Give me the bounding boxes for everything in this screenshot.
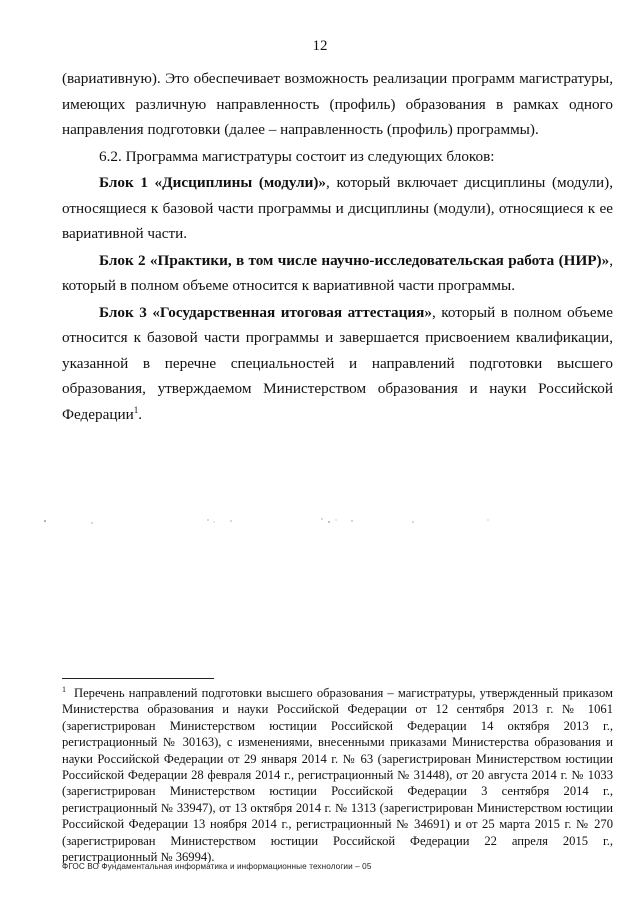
block-2-text: , который в полном объеме относится к вариативной части программы. (62, 251, 613, 294)
paragraph-profile-intro: (вариативную). Это обеспечивает возможность реализации программ магистратуры, имеющих различную направленность (профиль) образования в рамках одного направления подготовки (далее – направленность (профиль) программы). (62, 70, 613, 138)
block-1-text: , который включает дисциплины (модули), относящиеся к базовой части программы и дисциплины (модули), относящиеся к ее вариативной части. (62, 174, 613, 242)
footnote-reference: 1 (133, 404, 139, 415)
block-2-title: Блок 2 «Практики, в том числе научно-исследовательская работа (НИР)» (99, 251, 610, 269)
block-3-end: . (138, 405, 143, 423)
paragraph-block-1 (62, 170, 613, 247)
footnote-divider (62, 678, 214, 679)
page-number: 12 (312, 38, 328, 54)
block-3-title: Блок 3 «Государственная итоговая аттестация» (99, 303, 432, 321)
footnote-mark: 1 (62, 684, 66, 694)
paragraph-block-2 (62, 248, 613, 299)
paragraph-program-blocks: 6.2. Программа магистратуры состоит из следующих блоков: (99, 147, 495, 165)
footnote (62, 685, 613, 865)
block-3-text: , который в полном объеме относится к базовой части программы и завершается присвоением квалификации, указанной в перечне специальностей и направлений подготовки высшего образования, утверждаемом Министерством образования и науки Российской Федерации (62, 303, 613, 423)
footnote-text: Перечень направлений подготовки высшего образования – магистратуры, утвержденный приказом Министерства образования и науки Российской Федерации от 12 сентября 2013 г. № 1061 (зарегистрирован Министерством юстиции Российской Федерации 14 октября 2013 г., регистрационный № 30163), с изменениями, внесенными приказами Министерства образования и науки Российской Федерации от 29 января 2014 г. № 63 (зарегистрирован Министерством юстиции Российской Федерации 28 февраля 2014 г., регистрационный № 31448), от 20 августа 2014 г. № 1033 (зарегистрирован Министерством юстиции Российской Федерации 3 сентября 2014 г., регистрационный № 33947), от 13 октября 2014 г. № 1313 (зарегистрирован Министерством юстиции Российской Федерации 13 ноября 2014 г., регистрационный № 34691) и от 25 марта 2015 г. № 270 (зарегистрирован Министерством юстиции Российской Федерации 22 апреля 2015 г., регистрационный № 36994). (62, 686, 613, 865)
body-text (62, 66, 613, 427)
scan-noise (0, 510, 640, 530)
page-footer: ФГОС ВО Фундаментальная информатика и информационные технологии – 05 (62, 862, 372, 871)
block-1-title: Блок 1 «Дисциплины (модули)» (99, 174, 327, 191)
paragraph-block-3 (62, 300, 613, 428)
